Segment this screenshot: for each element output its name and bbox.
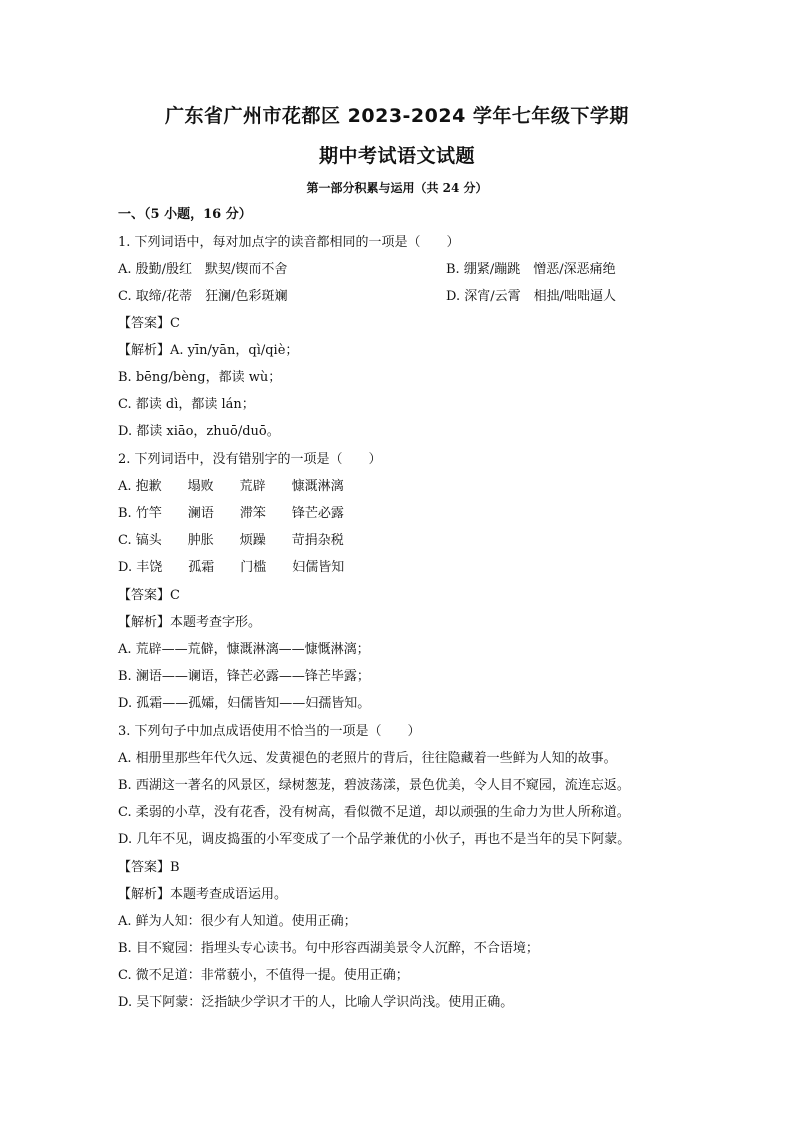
q1-option-d: D. 深宵/云霄 相拙/咄咄逼人 bbox=[446, 289, 616, 304]
q1-option-c: C. 取缔/花蒂 狂澜/色彩斑斓 bbox=[118, 289, 288, 304]
analysis-3-c: C. 微不足道：非常藐小，不值得一提。使用正确； bbox=[118, 968, 409, 983]
document-title-line2: 期中考试语文试题 bbox=[318, 145, 475, 167]
analysis-3: 【解析】本题考查成语运用。 bbox=[118, 887, 288, 902]
analysis-3-a: A. 鲜为人知：很少有人知道。使用正确； bbox=[118, 914, 357, 929]
q1-option-a: A. 殷勤/殷红 默契/锲而不舍 bbox=[118, 262, 288, 277]
document-title-line1: 广东省广州市花都区 2023-2024 学年七年级下学期 bbox=[165, 105, 629, 127]
analysis-3-b: B. 目不窥园：指埋头专心读书。句中形容西湖美景令人沉醉，不合语境； bbox=[118, 941, 539, 956]
analysis-1: 【解析】A. yīn/yān，qì/qiè； bbox=[118, 343, 299, 358]
part-heading: 一、（5 小题，16 分） bbox=[118, 207, 252, 222]
analysis-1-d: D. 都读 xiāo，zhuō/duō。 bbox=[118, 424, 280, 439]
q3-option-b: B. 西湖这一著名的风景区，绿树葱茏，碧波荡漾，景色优美，令人目不窥园，流连忘返。 bbox=[118, 778, 630, 793]
answer-1: 【答案】C bbox=[118, 316, 180, 331]
answer-2: 【答案】C bbox=[118, 588, 180, 603]
analysis-2: 【解析】本题考查字形。 bbox=[118, 615, 262, 630]
question-1: 1. 下列词语中，每对加点字的读音都相同的一项是（ ） bbox=[118, 235, 460, 250]
q1-option-b: B. 绷紧/蹦跳 憎恶/深恶痛绝 bbox=[446, 262, 616, 277]
answer-3: 【答案】B bbox=[118, 860, 180, 875]
analysis-1-b: B. bēng/bèng，都读 wù； bbox=[118, 370, 282, 385]
question-2: 2. 下列词语中，没有错别字的一项是（ ） bbox=[118, 452, 382, 467]
analysis-1-c: C. 都读 dì，都读 lán； bbox=[118, 397, 255, 412]
q2-option-a: A. 抱歉 塌败 荒辟 慷溉淋漓 bbox=[118, 479, 344, 494]
section-heading: 第一部分积累与运用（共 24 分） bbox=[306, 181, 488, 195]
analysis-2-d: D. 孤霜——孤孀，妇儒皆知——妇孺皆知。 bbox=[118, 696, 371, 711]
q2-option-c: C. 镐头 肿胀 烦躁 苛捐杂税 bbox=[118, 533, 344, 548]
q2-option-d: D. 丰饶 孤霜 门槛 妇儒皆知 bbox=[118, 560, 345, 575]
q3-option-d: D. 几年不见，调皮捣蛋的小军变成了一个品学兼优的小伙子，再也不是当年的吴下阿蒙。 bbox=[118, 832, 631, 847]
analysis-2-b: B. 澜语——谰语，锋芒必露——锋芒毕露； bbox=[118, 669, 370, 684]
q2-option-b: B. 竹竿 澜语 滞笨 锋芒必露 bbox=[118, 506, 344, 521]
q3-option-a: A. 相册里那些年代久远、发黄褪色的老照片的背后，往往隐藏着一些鲜为人知的故事。 bbox=[118, 751, 617, 766]
q3-option-c: C. 柔弱的小草，没有花香，没有树高，看似微不足道，却以顽强的生命力为世人所称道。 bbox=[118, 805, 630, 820]
analysis-2-a: A. 荒辟——荒僻，慷溉淋漓——慷慨淋漓； bbox=[118, 642, 370, 657]
question-3: 3. 下列句子中加点成语使用不恰当的一项是（ ） bbox=[118, 724, 421, 739]
analysis-3-d: D. 吴下阿蒙：泛指缺少学识才干的人，比喻人学识尚浅。使用正确。 bbox=[118, 995, 514, 1010]
